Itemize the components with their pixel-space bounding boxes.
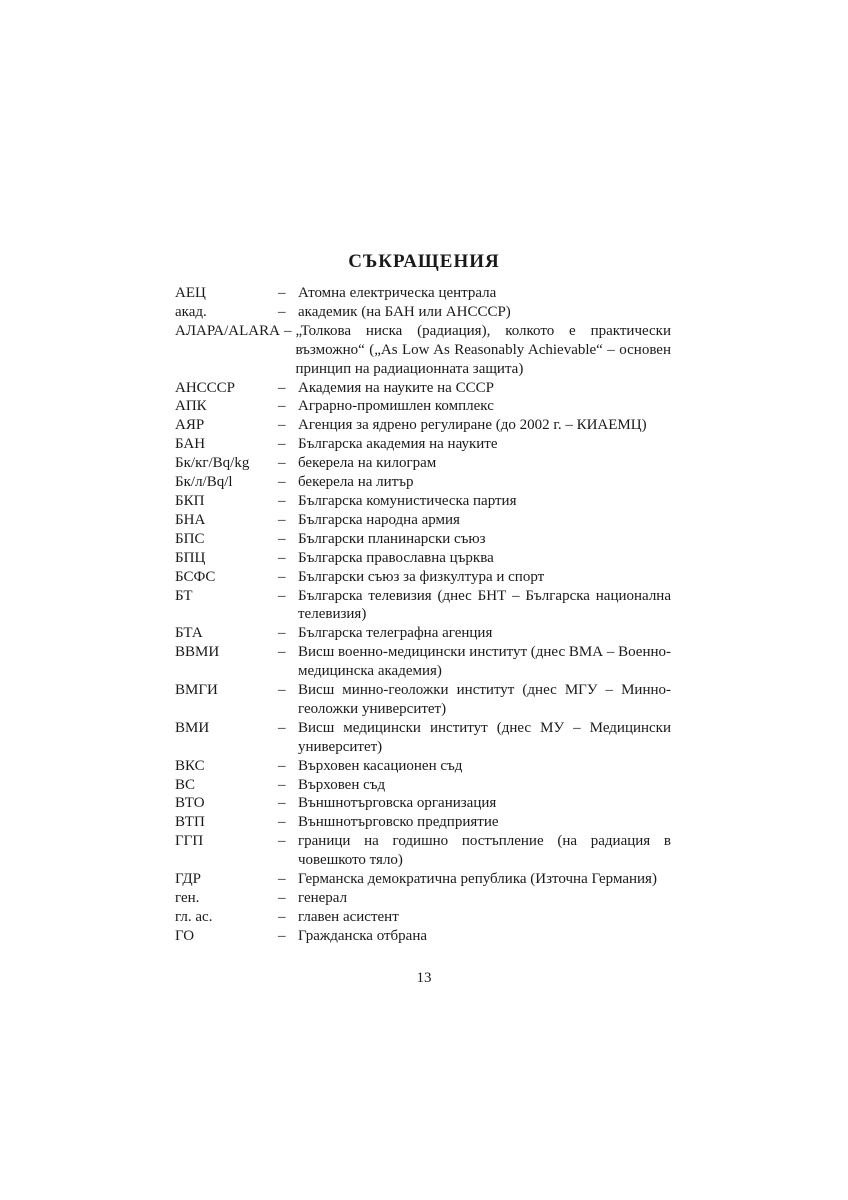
abbreviation-term: АЕЦ <box>175 285 206 301</box>
abbreviation-term: Бк/л/Bq/l <box>175 474 233 491</box>
abbreviation-entry <box>175 757 671 776</box>
abbreviation-term: ГДР <box>175 871 201 888</box>
abbreviation-definition: генерал <box>298 890 348 906</box>
abbreviation-entry <box>175 473 671 492</box>
abbreviation-entry <box>175 587 671 625</box>
abbreviation-definition: Висш медицински институт (днес МУ – Медицински университет) <box>298 719 671 755</box>
abbreviation-term: акад. <box>175 303 207 320</box>
separator-dash: – <box>278 814 286 831</box>
abbreviation-definition: Български съюз за физкултура и спорт <box>298 568 545 585</box>
abbreviation-definition: Българска телеграфна агенция <box>298 625 493 642</box>
abbreviation-entry <box>175 870 671 889</box>
separator-dash: – <box>278 285 286 301</box>
abbreviation-list <box>175 284 671 946</box>
separator-dash: – <box>278 455 286 472</box>
separator-dash: – <box>278 890 286 906</box>
separator-dash: – <box>278 625 286 642</box>
abbreviation-term: БКП <box>175 492 205 509</box>
abbreviation-definition: Агенция за ядрено регулиране (до 2002 г. – КИАЕМЦ) <box>298 417 647 434</box>
abbreviation-term: БТ <box>175 587 193 604</box>
abbreviation-definition: Българска православна църква <box>298 549 494 566</box>
separator-dash: – <box>278 417 286 434</box>
abbreviation-definition: Висш минно-геоложки институт (днес МГУ – Минно-геоложки университет) <box>298 682 671 717</box>
abbreviation-entry <box>175 284 671 303</box>
abbreviation-entry <box>175 832 671 870</box>
separator-dash: – <box>278 757 286 774</box>
abbreviation-term: ВМИ <box>175 719 210 736</box>
abbreviation-definition: Германска демократична република (Източна Германия) <box>298 871 657 888</box>
abbreviation-term: БПЦ <box>175 549 206 566</box>
separator-dash: – <box>278 719 286 736</box>
abbreviation-definition: Върховен съд <box>298 776 386 793</box>
separator-dash: – <box>278 908 286 925</box>
abbreviation-entry <box>175 379 671 398</box>
separator-dash: – <box>278 927 286 944</box>
separator-dash: – <box>278 682 286 699</box>
separator-dash: – <box>278 492 286 509</box>
abbreviation-definition: „Толкова ниска (радиация), колкото е практически възможно“ („As Low As Reasonably Achievable“ – основен принцип на радиационната защита) <box>295 322 671 377</box>
page-number: 13 <box>416 970 432 986</box>
abbreviation-entry <box>175 511 671 530</box>
abbreviation-entry <box>175 643 671 681</box>
separator-dash: – <box>278 474 286 491</box>
abbreviation-entry <box>175 719 671 757</box>
separator-dash: – <box>278 871 286 888</box>
abbreviation-term: АПК <box>175 398 207 415</box>
abbreviation-definition: Външнотърговска организация <box>298 795 497 812</box>
abbreviation-definition: Академия на науките на СССР <box>298 379 494 396</box>
abbreviation-definition: Българска комунистическа партия <box>298 492 517 509</box>
separator-dash: – <box>278 530 286 547</box>
abbreviation-term: ГГП <box>175 833 204 850</box>
abbreviation-term: БТА <box>175 625 203 642</box>
separator-dash: – <box>278 587 286 604</box>
abbreviation-definition: бекерела на килограм <box>298 455 437 472</box>
abbreviation-definition: бекерела на литър <box>298 474 414 491</box>
separator-dash: – <box>278 398 286 415</box>
abbreviation-term: АЛАРА/ALARA <box>175 322 280 339</box>
abbreviation-entry <box>175 454 671 473</box>
abbreviation-term: АЯР <box>175 417 205 434</box>
abbreviation-entry <box>175 397 671 416</box>
separator-dash: – <box>278 379 286 396</box>
abbreviation-entry <box>175 549 671 568</box>
abbreviation-entry <box>175 624 671 643</box>
abbreviation-definition: граници на годишно постъпление (на радиация в човешкото тяло) <box>298 833 671 869</box>
abbreviation-term: ГО <box>175 927 195 944</box>
abbreviation-definition: Външнотърговско предприятие <box>298 814 499 831</box>
abbreviation-definition: академик (на БАН или АНСССР) <box>298 303 511 320</box>
abbreviation-definition: Аграрно-промишлен комплекс <box>298 398 494 415</box>
separator-dash: – <box>278 795 286 812</box>
abbreviation-definition: Български планинарски съюз <box>298 530 486 547</box>
abbreviation-term: ВТО <box>175 795 205 812</box>
abbreviation-term: БАН <box>175 436 206 453</box>
abbreviation-entry <box>175 303 671 322</box>
abbreviation-definition: Висш военно-медицински институт (днес ВМА – Военно-медицинска академия) <box>298 644 671 680</box>
separator-dash: – <box>278 549 286 566</box>
abbreviation-term: БСФС <box>175 568 216 585</box>
abbreviation-term: ВМГИ <box>175 682 218 699</box>
abbreviation-definition: Гражданска отбрана <box>298 927 428 944</box>
abbreviation-entry <box>175 416 671 435</box>
separator-dash: – <box>283 322 292 339</box>
abbreviation-entry <box>175 927 671 946</box>
abbreviation-entry <box>175 492 671 511</box>
separator-dash: – <box>278 644 286 661</box>
abbreviation-term: ген. <box>175 890 200 906</box>
abbreviation-entry <box>175 813 671 832</box>
abbreviation-entry <box>175 530 671 549</box>
abbreviation-definition: Върховен касационен съд <box>298 757 463 774</box>
abbreviation-term: ВТП <box>175 814 205 831</box>
abbreviation-term: АНСССР <box>175 379 236 396</box>
abbreviation-entry <box>175 435 671 454</box>
abbreviation-entry <box>175 681 671 719</box>
abbreviation-definition: Атомна електрическа централа <box>298 285 497 301</box>
abbreviation-definition: Българска народна армия <box>298 511 460 528</box>
abbreviation-entry <box>175 794 671 813</box>
separator-dash: – <box>278 436 286 453</box>
separator-dash: – <box>278 776 286 793</box>
abbreviation-term: ВВМИ <box>175 644 220 661</box>
abbreviation-term: ВС <box>175 776 196 793</box>
abbreviation-entry <box>175 908 671 927</box>
abbreviation-term: БНА <box>175 511 206 528</box>
abbreviation-term: БПС <box>175 530 205 547</box>
separator-dash: – <box>278 568 286 585</box>
abbreviation-entry <box>175 776 671 795</box>
abbreviation-term: гл. ас. <box>175 908 213 925</box>
abbreviation-entry <box>175 322 671 379</box>
abbreviation-term: Бк/кг/Bq/kg <box>175 455 250 472</box>
page-title: СЪКРАЩЕНИЯ <box>348 250 500 272</box>
abbreviation-definition: главен асистент <box>298 908 399 925</box>
separator-dash: – <box>278 303 286 320</box>
abbreviation-definition: Българска телевизия (днес БНТ – Българска национална телевизия) <box>298 587 671 623</box>
abbreviation-entry <box>175 568 671 587</box>
abbreviation-definition: Българска академия на науките <box>298 436 498 453</box>
separator-dash: – <box>278 511 286 528</box>
abbreviation-entry <box>175 889 671 908</box>
separator-dash: – <box>278 833 286 850</box>
abbreviation-term: ВКС <box>175 757 205 774</box>
